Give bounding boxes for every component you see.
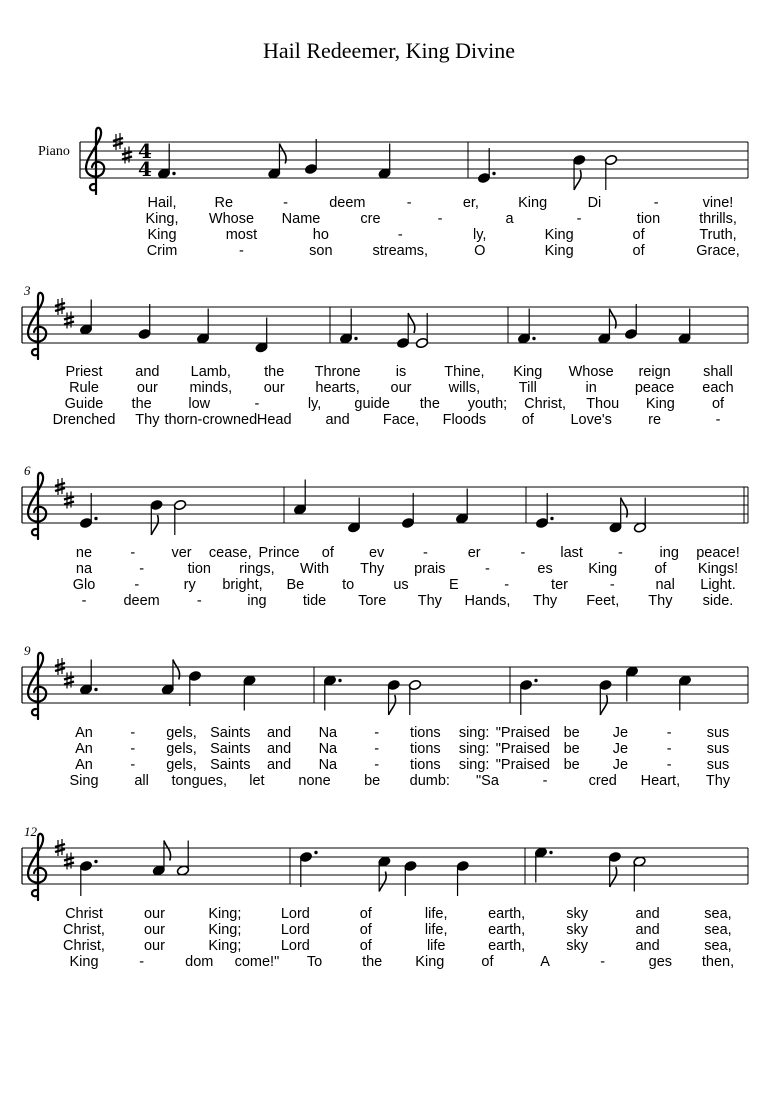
lyric-syllable: sea, xyxy=(704,922,732,938)
lyric-syllable: - xyxy=(283,195,288,211)
lyric-syllable: and xyxy=(635,922,660,938)
lyric-syllable: cease, xyxy=(208,545,252,561)
lyric-syllable: - xyxy=(520,545,526,561)
lyric-syllable: Drenched xyxy=(52,412,116,428)
lyric-syllable: Christ, xyxy=(63,938,105,954)
lyric-syllable: the xyxy=(131,396,152,412)
lyric-syllable: of xyxy=(521,412,534,428)
lyric-syllable: tongues, xyxy=(171,773,228,789)
lyric-syllable: streams, xyxy=(372,243,429,259)
lyric-syllable: most xyxy=(225,227,258,243)
lyric-syllable: O xyxy=(474,243,486,259)
lyric-syllable: - xyxy=(239,243,244,259)
lyric-syllable: dumb: xyxy=(409,773,450,789)
lyric-syllable: es xyxy=(537,561,553,577)
lyric-syllable: gels, xyxy=(166,725,197,741)
lyric-syllable: King xyxy=(69,954,99,970)
lyric-syllable: Be xyxy=(286,577,305,593)
lyric-syllable: of xyxy=(481,954,494,970)
lyric-syllable: tions xyxy=(410,757,441,773)
lyric-syllable: and xyxy=(266,741,292,757)
lyric-syllable: sus xyxy=(706,725,730,741)
lyric-syllable: - xyxy=(139,954,145,970)
time-signature-bottom: 4 xyxy=(138,157,152,181)
lyric-syllable: - xyxy=(666,757,672,773)
lyric-syllable: a xyxy=(505,211,514,227)
lyric-syllable: Je xyxy=(612,757,629,773)
lyric-syllable: prais xyxy=(414,561,446,577)
sharp-icon xyxy=(64,853,74,870)
lyric-syllable: Head xyxy=(256,412,292,428)
lyric-syllable: Guide xyxy=(64,396,104,412)
lyric-syllable: life xyxy=(426,938,446,954)
lyric-syllable: King xyxy=(513,364,543,380)
lyric-syllable: and xyxy=(135,364,160,380)
lyric-syllable: Rule xyxy=(69,380,99,396)
lyric-syllable: - xyxy=(715,412,721,428)
note xyxy=(633,856,646,892)
lyric-syllable: the xyxy=(362,954,383,970)
lyric-syllable: - xyxy=(666,741,672,757)
lyric-syllable: Hail, xyxy=(147,195,177,211)
lyric-syllable: and xyxy=(635,906,660,922)
lyric-syllable: na xyxy=(75,561,93,577)
lyric-syllable: minds, xyxy=(189,380,233,396)
lyric-syllable: - xyxy=(504,577,510,593)
lyric-syllable: re xyxy=(648,412,662,428)
lyric-syllable: side. xyxy=(702,593,734,609)
lyric-syllable: Heart, xyxy=(640,773,681,789)
lyric-syllable: Na xyxy=(318,741,338,757)
lyric-syllable: Saints xyxy=(210,757,251,773)
lyric-syllable: Thou xyxy=(586,396,620,412)
lyric-syllable: King, xyxy=(145,211,179,227)
lyric-syllable: - xyxy=(134,577,140,593)
instrument-label: Piano xyxy=(38,144,70,159)
note xyxy=(378,856,391,892)
lyric-syllable: "Sa xyxy=(476,773,499,789)
lyric-syllable: ing xyxy=(247,593,267,609)
lyric-syllable: low xyxy=(188,396,211,412)
lyric-syllable: - xyxy=(254,396,260,412)
lyric-syllable: sing: xyxy=(458,725,490,741)
lyric-syllable: Je xyxy=(612,725,629,741)
lyric-syllable: sus xyxy=(706,741,730,757)
score-title: Hail Redeemer, King Divine xyxy=(262,38,516,63)
lyric-syllable: ne xyxy=(75,545,93,561)
lyric-syllable: Grace, xyxy=(696,243,740,259)
lyric-syllable: ter xyxy=(551,577,568,593)
lyric-syllable: Face, xyxy=(382,412,420,428)
measure-number: 12 xyxy=(24,824,37,839)
lyric-syllable: ho xyxy=(312,227,329,243)
lyric-syllable: cred xyxy=(588,773,617,789)
lyric-syllable: ly, xyxy=(307,396,322,412)
lyric-syllable: Re xyxy=(214,195,234,211)
lyric-syllable: tion xyxy=(636,211,661,227)
lyric-syllable: ing xyxy=(659,545,679,561)
lyric-syllable: - xyxy=(130,545,136,561)
lyric-syllable: - xyxy=(406,195,412,211)
lyric-syllable: Till xyxy=(518,380,537,396)
lyric-syllable: King xyxy=(147,227,177,243)
lyric-syllable: our xyxy=(390,380,412,396)
lyric-syllable: ly, xyxy=(472,227,487,243)
lyric-syllable: An xyxy=(75,725,93,741)
lyric-syllable: Name xyxy=(281,211,321,227)
lyric-syllable: and xyxy=(635,938,660,954)
lyric-syllable: sea, xyxy=(704,906,732,922)
lyric-syllable: - xyxy=(653,195,659,211)
lyric-syllable: - xyxy=(130,757,136,773)
lyric-syllable: Saints xyxy=(210,725,251,741)
lyric-syllable: - xyxy=(485,561,490,577)
lyric-syllable: King; xyxy=(208,922,242,938)
lyric-syllable: King; xyxy=(208,938,242,954)
note xyxy=(79,860,97,896)
lyric-syllable: then, xyxy=(701,954,735,970)
lyric-syllable: our xyxy=(143,922,165,938)
lyric-syllable: Christ, xyxy=(63,922,105,938)
lyric-syllable: sing: xyxy=(458,757,490,773)
lyric-syllable: - xyxy=(374,741,380,757)
lyric-syllable: of xyxy=(359,938,372,954)
lyric-syllable: the xyxy=(264,364,285,380)
lyric-syllable: King xyxy=(645,396,675,412)
lyric-syllable: our xyxy=(263,380,285,396)
lyric-syllable: - xyxy=(576,211,582,227)
lyric-syllable: - xyxy=(139,561,145,577)
lyric-syllable: er, xyxy=(462,195,479,211)
note xyxy=(534,847,552,883)
lyric-syllable: King xyxy=(544,243,574,259)
lyric-syllable: be xyxy=(364,773,381,789)
lyric-syllable: our xyxy=(143,938,165,954)
lyric-syllable: the xyxy=(419,396,440,412)
lyric-syllable: tions xyxy=(410,725,441,741)
lyric-syllable: - xyxy=(374,725,380,741)
lyric-syllable: bright, xyxy=(222,577,263,593)
lyric-syllable: Thy xyxy=(648,593,673,609)
lyric-syllable: sea, xyxy=(704,938,732,954)
lyric-syllable: Thy xyxy=(532,593,558,609)
lyric-syllable: Throne xyxy=(314,364,361,380)
lyric-syllable: King xyxy=(544,227,574,243)
lyric-syllable: "Praised xyxy=(495,741,551,757)
lyric-syllable: is xyxy=(395,364,407,380)
lyric-syllable: - xyxy=(397,227,403,243)
lyric-syllable: to xyxy=(342,577,355,593)
lyric-syllable: tide xyxy=(302,593,327,609)
lyric-syllable: son xyxy=(309,243,333,259)
lyric-syllable: - xyxy=(609,577,615,593)
lyric-syllable: in xyxy=(585,380,597,396)
lyric-syllable: - xyxy=(130,741,136,757)
lyric-syllable: shall xyxy=(703,364,733,380)
lyric-syllable: ev xyxy=(368,545,385,561)
lyric-syllable: and xyxy=(325,412,350,428)
measure-number: 6 xyxy=(24,463,31,478)
measure-number: 3 xyxy=(24,283,31,298)
lyric-syllable: Na xyxy=(318,757,338,773)
note xyxy=(404,860,417,896)
lyric-syllable: sus xyxy=(706,757,730,773)
lyric-syllable: reign xyxy=(638,364,671,380)
lyric-syllable: Lamb, xyxy=(190,364,231,380)
lyric-syllable: - xyxy=(374,757,380,773)
lyric-syllable: thrills, xyxy=(699,211,737,227)
lyric-syllable: Whose xyxy=(208,211,255,227)
lyric-syllable: gels, xyxy=(166,741,197,757)
lyric-syllable: Tore xyxy=(358,593,387,609)
lyric-syllable: deem xyxy=(329,195,366,211)
lyric-syllable: and xyxy=(266,725,292,741)
lyric-syllable: cre xyxy=(360,211,381,227)
lyric-syllable: Thy xyxy=(705,773,731,789)
lyric-syllable: Christ, xyxy=(524,396,567,412)
lyric-syllable: To xyxy=(306,954,323,970)
lyric-syllable: thorn-crowned xyxy=(164,412,258,428)
lyric-syllable: King xyxy=(415,954,445,970)
lyric-syllable: be xyxy=(563,725,580,741)
lyric-syllable: Thine, xyxy=(444,364,485,380)
lyric-syllable: hearts, xyxy=(315,380,360,396)
lyric-syllable: "Praised xyxy=(495,725,551,741)
lyric-syllable: us xyxy=(393,577,409,593)
lyric-syllable: life, xyxy=(424,922,448,938)
lyric-syllable: King xyxy=(588,561,618,577)
lyric-syllable: of xyxy=(711,396,725,412)
lyric-syllable: ver xyxy=(171,545,192,561)
lyric-syllable: - xyxy=(130,725,136,741)
lyric-syllable: Whose xyxy=(568,364,614,380)
note xyxy=(299,851,317,887)
lyric-syllable: earth, xyxy=(488,922,526,938)
lyric-syllable: sky xyxy=(566,938,588,954)
lyric-syllable: Floods xyxy=(442,412,487,428)
lyric-syllable: earth, xyxy=(488,938,526,954)
lyric-syllable: - xyxy=(618,545,623,561)
lyric-syllable: A xyxy=(540,954,550,970)
lyric-syllable: nal xyxy=(655,577,675,593)
lyric-syllable: sky xyxy=(566,922,588,938)
lyric-syllable: deem xyxy=(123,593,160,609)
lyric-syllable: of xyxy=(359,906,372,922)
lyric-syllable: - xyxy=(196,593,202,609)
lyric-syllable: our xyxy=(136,380,158,396)
lyric-syllable: sing: xyxy=(458,741,490,757)
lyric-syllable: Prince xyxy=(258,545,300,561)
lyric-syllable: Lord xyxy=(280,906,310,922)
lyric-syllable: Glo xyxy=(72,577,96,593)
lyric-syllable: Na xyxy=(318,725,338,741)
measure-number: 9 xyxy=(24,643,31,658)
lyric-syllable: youth; xyxy=(467,396,508,412)
lyric-syllable: - xyxy=(600,954,606,970)
lyric-syllable: An xyxy=(75,741,93,757)
lyric-syllable: wills, xyxy=(448,380,481,396)
lyric-syllable: Thy xyxy=(417,593,442,609)
lyric-syllable: sky xyxy=(566,906,588,922)
note xyxy=(456,860,469,896)
lyric-syllable: Kings! xyxy=(697,561,739,577)
lyric-syllable: Lord xyxy=(280,922,310,938)
lyric-syllable: of xyxy=(321,545,334,561)
lyric-syllable: - xyxy=(542,773,548,789)
time-signature-top: 4 xyxy=(138,139,152,163)
note xyxy=(176,841,189,877)
lyric-syllable: - xyxy=(437,211,443,227)
lyric-syllable: King xyxy=(518,195,548,211)
lyric-syllable: - xyxy=(422,545,428,561)
lyric-syllable: of xyxy=(654,561,667,577)
lyric-syllable: of xyxy=(632,227,645,243)
lyric-syllable: Priest xyxy=(65,364,103,380)
lyric-syllable: each xyxy=(702,380,734,396)
lyric-syllable: none xyxy=(298,773,331,789)
lyric-syllable: life, xyxy=(424,906,448,922)
treble-clef-icon xyxy=(28,834,46,900)
lyric-syllable: come!" xyxy=(234,954,280,970)
lyric-syllable: Truth, xyxy=(699,227,737,243)
lyric-syllable: be xyxy=(563,741,580,757)
lyric-syllable: Love's xyxy=(570,412,612,428)
lyric-syllable: King; xyxy=(208,906,242,922)
lyric-syllable: er xyxy=(467,545,481,561)
lyric-syllable: ges xyxy=(648,954,673,970)
lyric-syllable: of xyxy=(359,922,372,938)
lyric-syllable: rings, xyxy=(239,561,275,577)
lyric-syllable: With xyxy=(300,561,330,577)
note xyxy=(608,851,621,887)
lyric-syllable: tion xyxy=(187,561,211,577)
lyric-syllable: Saints xyxy=(210,741,251,757)
lyric-syllable: let xyxy=(249,773,265,789)
lyric-syllable: Thy xyxy=(360,561,385,577)
lyric-syllable: Thy xyxy=(135,412,160,428)
lyric-syllable: Hands, xyxy=(464,593,511,609)
lyric-syllable: Je xyxy=(612,741,629,757)
lyric-syllable: Crim xyxy=(146,243,178,259)
lyric-syllable: last xyxy=(560,545,583,561)
lyric-syllable: Lord xyxy=(280,938,310,954)
lyric-syllable: Feet, xyxy=(586,593,620,609)
lyric-syllable: Sing xyxy=(69,773,99,789)
lyric-syllable: peace! xyxy=(696,545,740,561)
lyric-syllable: peace xyxy=(634,380,675,396)
lyric-syllable: E xyxy=(448,577,459,593)
lyric-syllable: gels, xyxy=(166,757,197,773)
lyric-syllable: - xyxy=(666,725,672,741)
lyric-syllable: Light. xyxy=(700,577,736,593)
lyric-syllable: vine! xyxy=(702,195,734,211)
lyric-syllable: - xyxy=(81,593,87,609)
lyric-syllable: Christ xyxy=(65,906,103,922)
lyric-syllable: ry xyxy=(183,577,196,593)
lyric-syllable: Di xyxy=(587,195,602,211)
lyric-syllable: tions xyxy=(410,741,441,757)
note xyxy=(152,841,170,877)
lyric-syllable: be xyxy=(563,757,580,773)
lyric-syllable: dom xyxy=(185,954,214,970)
lyric-syllable: our xyxy=(143,906,165,922)
lyric-syllable: guide xyxy=(354,396,390,412)
lyric-syllable: of xyxy=(632,243,645,259)
lyric-syllable: An xyxy=(75,757,93,773)
lyric-syllable: and xyxy=(266,757,292,773)
lyric-syllable: "Praised xyxy=(495,757,551,773)
lyric-syllable: earth, xyxy=(488,906,526,922)
lyric-syllable: all xyxy=(134,773,149,789)
